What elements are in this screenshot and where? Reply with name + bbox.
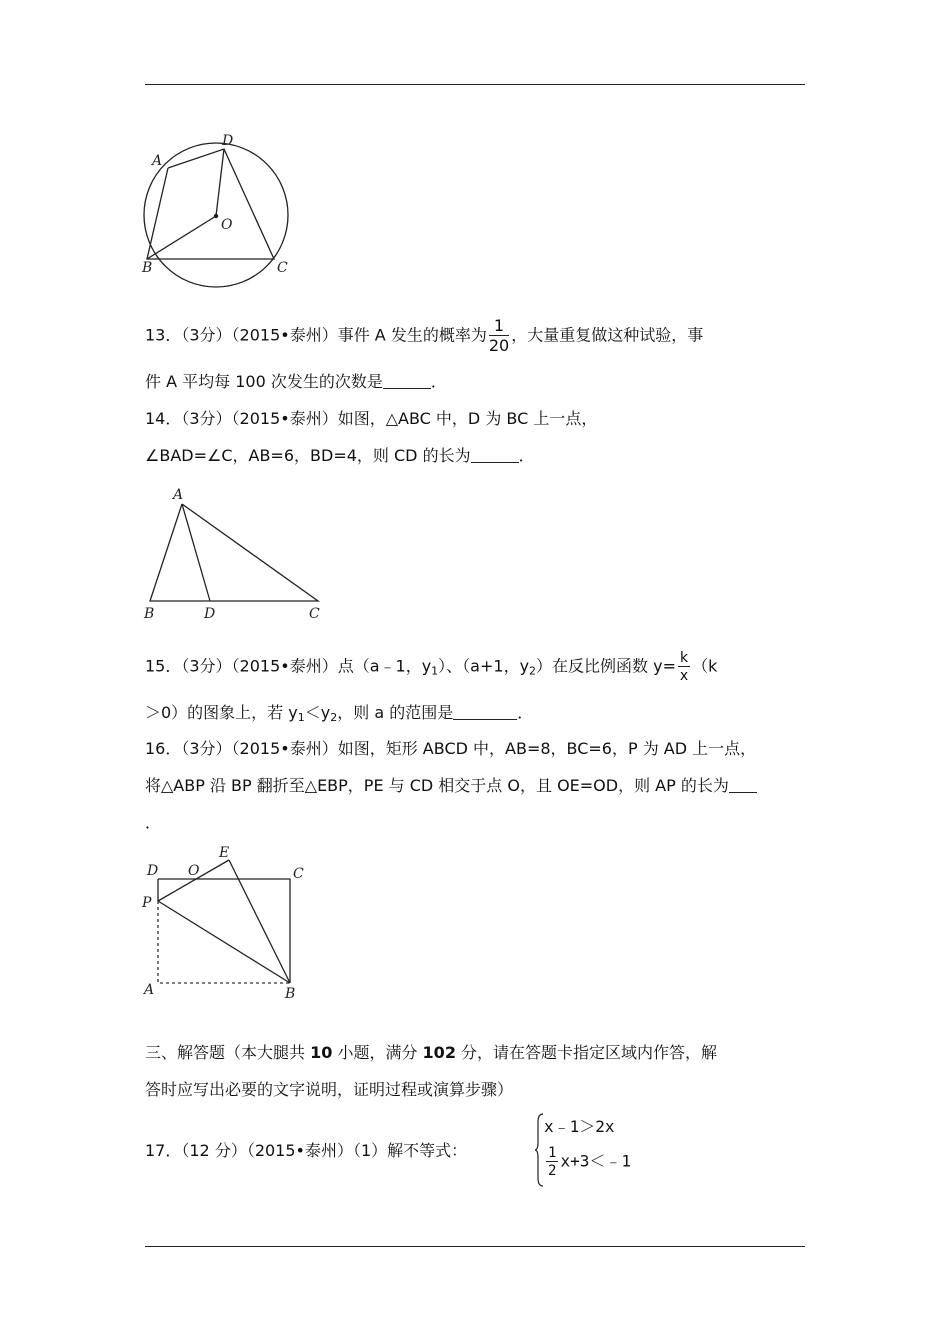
q17-text: （12 分）（2015•泰州）（1）解不等式：	[181, 1141, 468, 1160]
q13-line1	[145, 318, 703, 354]
q15-line1	[145, 651, 717, 683]
q13-number: 13．	[145, 325, 182, 345]
label-A: A	[173, 487, 184, 503]
q16-text-b: 将△ABP 沿 BP 翻折至△EBP，PE 与 CD 相交于点 O，且 OE=OD，则 AP 的长为	[145, 776, 729, 795]
brace-icon	[534, 1112, 544, 1188]
q15-text-a1: （3分）（2015•泰州）点（a﹣1，y	[181, 656, 432, 676]
q17-ineq1: x﹣1＞2x	[544, 1117, 615, 1136]
label-D: D	[204, 606, 216, 622]
section3-text-a1: 三、解答题（本大腿共	[145, 1043, 311, 1062]
q15-answer-blank	[453, 703, 517, 720]
section3-count: 10	[310, 1043, 333, 1062]
q13-text-b: 件 A 平均每 100 次发生的次数是	[145, 372, 383, 391]
q13-meta: （3分）（2015•泰州）事件 A 发生的概率为	[181, 325, 487, 345]
label-D: D	[222, 133, 234, 149]
q15-line2	[145, 702, 533, 729]
q13-text-a: ，大量重复做这种试验，事	[511, 325, 704, 345]
label-B: B	[285, 986, 296, 1002]
section3-text-b: 答时应写出必要的文字说明，证明过程或演算步骤）	[145, 1080, 514, 1099]
q13-end: ．	[430, 372, 447, 391]
q14-text-a: （3分）（2015•泰州）如图，△ABC 中，D 为 BC 上一点，	[181, 409, 598, 428]
label-E: E	[219, 845, 230, 861]
q14-answer-blank	[471, 446, 519, 463]
q16-line1	[145, 738, 756, 760]
q15-number: 15．	[145, 656, 182, 676]
q16-text-a: （3分）（2015•泰州）如图，矩形 ABCD 中，AB=8，BC=6，P 为 AD 上一点，	[181, 739, 757, 758]
section3-line1	[145, 1042, 717, 1064]
q15-sub4: 2	[330, 711, 338, 724]
q15-text-a4: （k	[692, 656, 718, 676]
label-C: C	[277, 260, 288, 276]
section3-text-a3: 分，请在答题卡指定区域内作答，解	[455, 1043, 718, 1062]
q13-fraction: $\frac{1}{20}$	[488, 316, 510, 355]
q17-ineq2: $\frac{1}{2}$ x+3＜﹣1	[548, 1145, 631, 1179]
label-O: O	[188, 863, 200, 879]
q14-text-b: ∠BAD=∠C，AB=6，BD=4，则 CD 的长为	[145, 446, 471, 465]
q16-line3	[145, 812, 161, 834]
q16-number: 16．	[145, 739, 182, 758]
q15-fraction: $\frac{k}{x}$	[679, 650, 689, 684]
label-B: B	[142, 260, 153, 276]
rectangle-fold-figure	[138, 842, 313, 1000]
q15-text-a2: ）、（a+1，y	[438, 656, 530, 676]
q13-line2	[145, 371, 447, 393]
header-rule	[145, 84, 805, 85]
triangle-figure	[140, 484, 330, 624]
footer-rule	[145, 1246, 805, 1247]
label-O: O	[221, 217, 233, 233]
q15-sub1: 1	[431, 664, 439, 678]
label-A: A	[152, 153, 163, 169]
label-C: C	[293, 866, 304, 882]
label-B: B	[144, 606, 155, 622]
label-D: D	[147, 863, 159, 879]
q17-line	[145, 1140, 467, 1162]
q15-sub2: 2	[529, 664, 537, 678]
label-A: A	[144, 982, 155, 998]
q15-text-b3: ，则 a 的范围是	[337, 703, 454, 722]
label-P: P	[142, 895, 152, 911]
q17-number: 17．	[145, 1141, 182, 1160]
q15-sub3: 1	[297, 711, 305, 724]
section3-score: 102	[422, 1043, 456, 1062]
q16-line2	[145, 775, 757, 797]
q14-number: 14．	[145, 409, 182, 428]
q17-fraction: $\frac{1}{2}$	[548, 1145, 557, 1179]
section3-text-a2: 小题，满分	[332, 1043, 423, 1062]
q14-line1	[145, 408, 597, 430]
q14-end: ．	[518, 446, 535, 465]
q15-text-b1: ＞0）的图象上，若 y	[145, 703, 298, 722]
q13-answer-blank	[383, 372, 431, 389]
q16-answer-blank	[729, 776, 757, 793]
q14-line2	[145, 445, 535, 467]
q15-text-a3: ）在反比例函数 y=	[536, 656, 677, 676]
section3-line2	[145, 1079, 513, 1101]
q15-end: ．	[517, 703, 534, 722]
q16-end: ．	[145, 813, 162, 832]
label-C: C	[309, 606, 320, 622]
q15-text-b2: ＜y	[304, 703, 331, 722]
circle-figure	[138, 128, 298, 294]
